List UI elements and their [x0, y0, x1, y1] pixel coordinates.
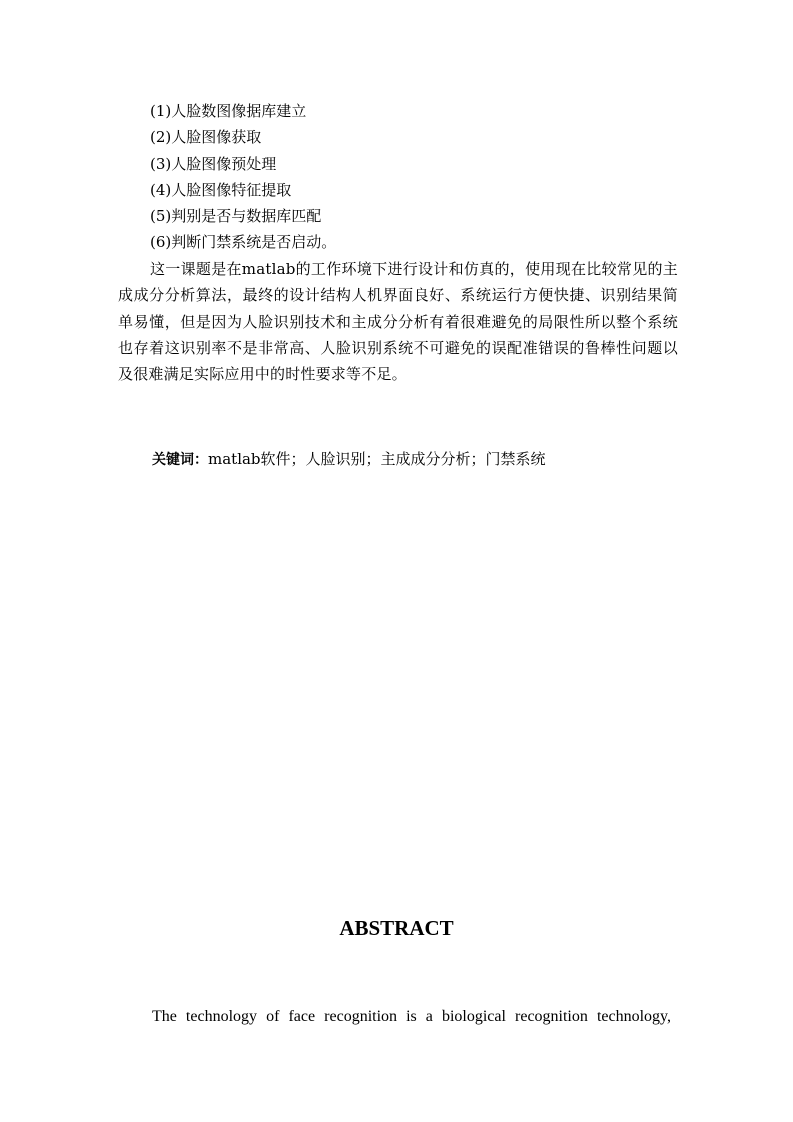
abstract-heading: ABSTRACT: [339, 916, 454, 940]
keywords-line: [152, 446, 712, 473]
list-item: (4)人脸图像特征提取: [150, 180, 292, 199]
list-item: (1)人脸数图像据库建立: [150, 102, 307, 120]
abstract-first-line: The technology of face recognition is a biological recognition technology,: [152, 1008, 671, 1025]
keywords-text: matlab软件；人脸识别；主成成分分析；门禁系统: [208, 450, 546, 468]
summary-paragraph: 这一课题是在matlab的工作环境下进行设计和仿真的，使用现在比较常见的主成成分分析算法，最终的设计结构人机界面良好、系统运行方便快捷、识别结果简单易懂，但是因为人脸识别技术和主成分分析有着很难避免的局限性所以整个系统也存着这识别率不是非常高、人脸识别系统不可避免的误配准错误的鲁棒性问题以及很难满足实际应用中的时性要求等不足。: [118, 260, 678, 384]
list-item: (3)人脸图像预处理: [150, 154, 277, 173]
list-item: (5)判别是否与数据库匹配: [150, 207, 322, 226]
list-item: (2)人脸图像获取: [150, 128, 262, 147]
step-list: [150, 98, 710, 256]
list-item: (6)判断门禁系统是否启动。: [150, 233, 337, 252]
keywords-label: 关键词：: [152, 452, 208, 468]
